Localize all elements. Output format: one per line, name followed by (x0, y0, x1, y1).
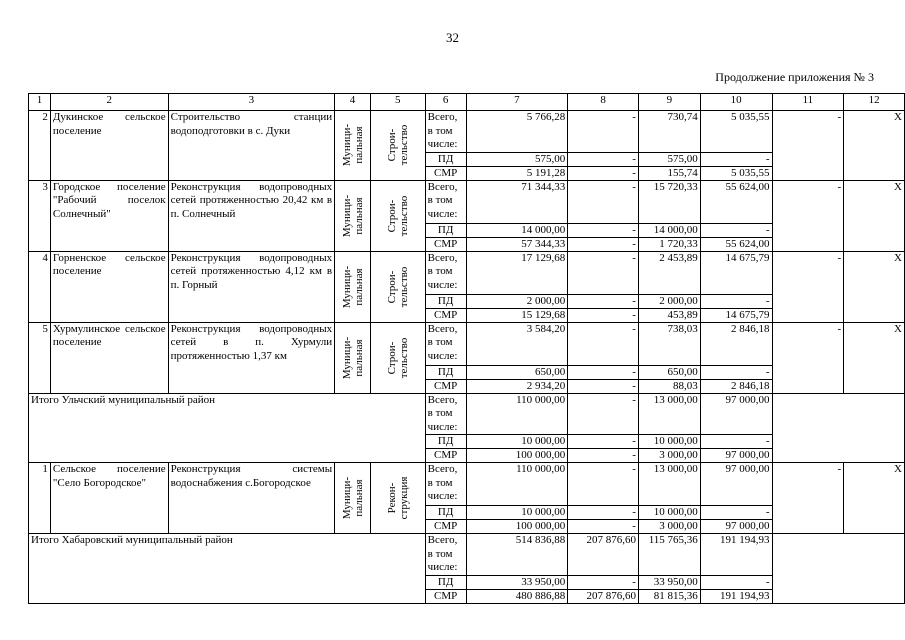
amount-cell: 110 000,00 (466, 463, 568, 506)
amount-cell: 1 720,33 (638, 237, 700, 251)
amount-cell: - (568, 223, 639, 237)
amount-cell: 480 886,88 (466, 589, 568, 603)
amount-cell: 738,03 (638, 322, 700, 365)
work-type-text: Строи- тельство (385, 195, 410, 236)
amount-cell: 17 129,68 (466, 251, 568, 294)
amount-cell: 14 000,00 (466, 223, 568, 237)
amount-cell: 13 000,00 (638, 463, 700, 506)
work-type-text: Строи- тельство (385, 266, 410, 307)
amount-cell: 3 000,00 (638, 449, 700, 463)
amount-cell: 88,03 (638, 379, 700, 393)
total-row (29, 534, 905, 576)
amount-cell: 15 720,33 (638, 180, 700, 223)
amount-cell: 5 766,28 (466, 111, 568, 153)
amount-cell: 97 000,00 (700, 449, 772, 463)
continuation-caption: Продолжение приложения № 3 (715, 70, 874, 84)
amount-cell: - (772, 180, 844, 251)
amount-cell: 575,00 (638, 152, 700, 166)
work-type-text: Рекон- струкция (385, 476, 410, 520)
amount-cell: 453,89 (638, 308, 700, 322)
work-type (370, 463, 425, 534)
amount-cell: - (568, 251, 639, 294)
amount-cell: 575,00 (466, 152, 568, 166)
amount-cell: 5 191,28 (466, 166, 568, 180)
amount-cell: 100 000,00 (466, 449, 568, 463)
total-category-label: Всего, в том числе: (425, 393, 466, 435)
header-cell: 6 (425, 94, 466, 111)
amount-cell: 5 035,55 (700, 166, 772, 180)
work-type (370, 322, 425, 393)
ownership-type-text: Муници- пальная (340, 336, 365, 379)
amount-cell: - (700, 435, 772, 449)
empty-cell (772, 534, 904, 604)
header-cell: 4 (335, 94, 371, 111)
work-type (370, 111, 425, 181)
total-row (29, 393, 905, 435)
amount-cell: 2 000,00 (466, 294, 568, 308)
work-type (370, 251, 425, 322)
amount-cell: 2 934,20 (466, 379, 568, 393)
amount-cell: 2 846,18 (700, 322, 772, 365)
settlement-name: Городское поселение "Рабочий поселок Солнечный" (50, 180, 168, 251)
amount-cell: 3 000,00 (638, 520, 700, 534)
amount-cell: - (568, 166, 639, 180)
amount-cell: - (772, 111, 844, 181)
amount-cell: 55 624,00 (700, 237, 772, 251)
header-cell: 7 (466, 94, 568, 111)
settlement-name: Дукинское сельское поселение (50, 111, 168, 181)
amount-cell: - (700, 294, 772, 308)
header-cell: 2 (50, 94, 168, 111)
row-number: 5 (29, 322, 51, 393)
amount-cell: - (568, 294, 639, 308)
amount-cell: 97 000,00 (700, 463, 772, 506)
settlement-name: Хурмулинское сельское поселение (50, 322, 168, 393)
amount-cell: 97 000,00 (700, 393, 772, 435)
amount-cell: 115 765,36 (638, 534, 700, 576)
header-cell: 5 (370, 94, 425, 111)
mark-cell: X (844, 322, 905, 393)
ownership-type (335, 322, 371, 393)
smr-label: СМР (425, 237, 466, 251)
total-label: Итого Хабаровский муниципальный район (29, 534, 426, 604)
ownership-type-text: Муници- пальная (340, 124, 365, 167)
amount-cell: 71 344,33 (466, 180, 568, 223)
amount-cell: - (700, 223, 772, 237)
amount-cell: 155,74 (638, 166, 700, 180)
pd-label: ПД (425, 294, 466, 308)
amount-cell: - (568, 152, 639, 166)
total-category-label: Всего, в том числе: (425, 463, 466, 506)
amount-cell: - (568, 393, 639, 435)
settlement-name: Горненское сельское поселение (50, 251, 168, 322)
ownership-type-text: Муници- пальная (340, 194, 365, 237)
amount-cell: - (568, 435, 639, 449)
amount-cell: - (772, 463, 844, 534)
ownership-type (335, 463, 371, 534)
amount-cell: 97 000,00 (700, 520, 772, 534)
amount-cell: 3 584,20 (466, 322, 568, 365)
amount-cell: - (568, 379, 639, 393)
ownership-type (335, 180, 371, 251)
mark-cell: X (844, 111, 905, 181)
row-number: 4 (29, 251, 51, 322)
pd-label: ПД (425, 435, 466, 449)
amount-cell: - (568, 308, 639, 322)
project-description: Строительство станции водоподготовки в с. Дуки (168, 111, 334, 181)
total-category-label: Всего, в том числе: (425, 251, 466, 294)
amount-cell: 55 624,00 (700, 180, 772, 223)
project-description: Реконструкция водопроводных сетей протяженностью 20,42 км в п. Солнечный (168, 180, 334, 251)
appendix-table (28, 93, 905, 604)
pd-label: ПД (425, 152, 466, 166)
amount-cell: - (568, 365, 639, 379)
total-category-label: Всего, в том числе: (425, 180, 466, 223)
amount-cell: 191 194,93 (700, 589, 772, 603)
project-row (29, 180, 905, 223)
header-cell: 3 (168, 94, 334, 111)
amount-cell: 33 950,00 (466, 575, 568, 589)
amount-cell: - (700, 365, 772, 379)
amount-cell: 650,00 (638, 365, 700, 379)
work-type-text: Строи- тельство (385, 124, 410, 166)
amount-cell: 13 000,00 (638, 393, 700, 435)
mark-cell: X (844, 180, 905, 251)
pd-label: ПД (425, 223, 466, 237)
amount-cell: 100 000,00 (466, 520, 568, 534)
amount-cell: - (772, 251, 844, 322)
header-cell: 10 (700, 94, 772, 111)
amount-cell: 10 000,00 (466, 506, 568, 520)
total-category-label: Всего, в том числе: (425, 111, 466, 153)
amount-cell: 514 836,88 (466, 534, 568, 576)
empty-cell (772, 393, 904, 463)
smr-label: СМР (425, 589, 466, 603)
ownership-type (335, 251, 371, 322)
header-cell: 8 (568, 94, 639, 111)
amount-cell: 57 344,33 (466, 237, 568, 251)
amount-cell: 730,74 (638, 111, 700, 153)
project-row (29, 251, 905, 294)
amount-cell: 207 876,60 (568, 534, 639, 576)
amount-cell: 110 000,00 (466, 393, 568, 435)
total-category-label: Всего, в том числе: (425, 534, 466, 576)
amount-cell: 14 675,79 (700, 308, 772, 322)
amount-cell: - (772, 322, 844, 393)
ownership-type-text: Муници- пальная (340, 476, 365, 520)
project-row (29, 322, 905, 365)
amount-cell: 10 000,00 (638, 506, 700, 520)
amount-cell: - (568, 180, 639, 223)
amount-cell: - (700, 152, 772, 166)
amount-cell: - (568, 506, 639, 520)
table-body (29, 94, 905, 604)
amount-cell: 207 876,60 (568, 589, 639, 603)
row-number: 1 (29, 463, 51, 534)
ownership-type (335, 111, 371, 181)
total-category-label: Всего, в том числе: (425, 322, 466, 365)
header-cell: 12 (844, 94, 905, 111)
project-row (29, 463, 905, 506)
smr-label: СМР (425, 166, 466, 180)
row-number: 2 (29, 111, 51, 181)
header-row (29, 94, 905, 111)
mark-cell: X (844, 251, 905, 322)
smr-label: СМР (425, 449, 466, 463)
project-description: Реконструкция водопроводных сетей протяженностью 4,12 км в п. Горный (168, 251, 334, 322)
smr-label: СМР (425, 520, 466, 534)
amount-cell: - (568, 463, 639, 506)
amount-cell: - (568, 111, 639, 153)
pd-label: ПД (425, 506, 466, 520)
amount-cell: 2 000,00 (638, 294, 700, 308)
amount-cell: 191 194,93 (700, 534, 772, 576)
work-type (370, 180, 425, 251)
amount-cell: - (568, 575, 639, 589)
work-type-text: Строи- тельство (385, 337, 410, 378)
amount-cell: - (700, 575, 772, 589)
header-cell: 9 (638, 94, 700, 111)
total-label: Итого Ульчский муниципальный район (29, 393, 426, 463)
pd-label: ПД (425, 365, 466, 379)
smr-label: СМР (425, 379, 466, 393)
amount-cell: 2 453,89 (638, 251, 700, 294)
ownership-type-text: Муници- пальная (340, 265, 365, 308)
row-number: 3 (29, 180, 51, 251)
amount-cell: 650,00 (466, 365, 568, 379)
amount-cell: 14 675,79 (700, 251, 772, 294)
amount-cell: - (568, 520, 639, 534)
amount-cell: 10 000,00 (638, 435, 700, 449)
settlement-name: Сельское поселение "Село Богородское" (50, 463, 168, 534)
amount-cell: 15 129,68 (466, 308, 568, 322)
amount-cell: - (568, 237, 639, 251)
project-description: Реконструкция системы водоснабжения с.Богородское (168, 463, 334, 534)
amount-cell: 33 950,00 (638, 575, 700, 589)
amount-cell: - (700, 506, 772, 520)
mark-cell: X (844, 463, 905, 534)
header-cell: 1 (29, 94, 51, 111)
amount-cell: 81 815,36 (638, 589, 700, 603)
page-number: 32 (446, 30, 459, 45)
pd-label: ПД (425, 575, 466, 589)
amount-cell: 10 000,00 (466, 435, 568, 449)
project-description: Реконструкция водопроводных сетей в п. Хурмули протяженностью 1,37 км (168, 322, 334, 393)
project-row (29, 111, 905, 153)
amount-cell: - (568, 322, 639, 365)
header-cell: 11 (772, 94, 844, 111)
amount-cell: - (568, 449, 639, 463)
amount-cell: 5 035,55 (700, 111, 772, 153)
amount-cell: 2 846,18 (700, 379, 772, 393)
amount-cell: 14 000,00 (638, 223, 700, 237)
smr-label: СМР (425, 308, 466, 322)
